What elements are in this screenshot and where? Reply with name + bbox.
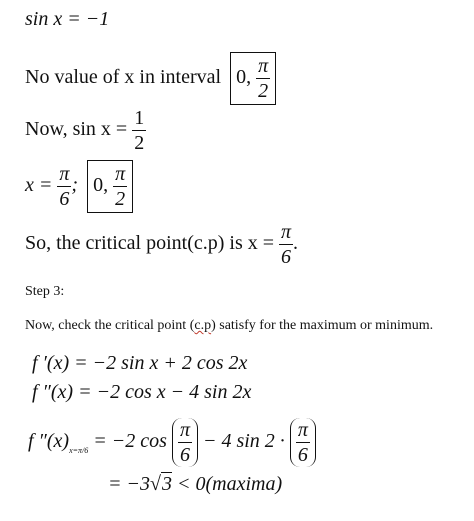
paren-pi-over-6	[172, 418, 198, 467]
fraction-pi-over-2-b: $\frac{\pi}{2}$	[115, 163, 126, 210]
second-derivative-at-cp	[28, 418, 316, 467]
no-value-statement	[25, 52, 276, 105]
fraction-pi-over-6-c: $\frac{\pi}{6}$	[179, 419, 190, 466]
fraction-pi-over-2: $\frac{\pi}{2}$	[258, 55, 269, 102]
critical-point-text: So, the critical point(c.p) is x =	[25, 232, 275, 255]
semicolon: ;	[71, 174, 79, 197]
paren-pi-over-6-b	[290, 418, 316, 467]
equation-sinx-neg1: sin x = −1	[25, 8, 110, 30]
sqrt-3: 3	[161, 473, 172, 495]
check-critical-point-text	[25, 318, 433, 334]
check-suffix: ) satisfy for the maximum or minimum.	[211, 318, 434, 333]
fraction-one-half: $\frac{1}{2}$	[134, 107, 145, 154]
f3-mid2: − 4 sin 2 ·	[202, 430, 285, 453]
result-b: < 0(maxima)	[176, 473, 283, 495]
second-derivative: f ″(x) = −2 cos x − 4 sin 2x	[32, 381, 252, 403]
period: .	[293, 232, 299, 255]
result-a: = −3	[108, 473, 150, 495]
interval-left-2: 0,	[93, 174, 109, 197]
critical-point-statement	[25, 222, 298, 267]
f3-subscript: x=π/6	[69, 446, 89, 456]
now-sinx-half	[25, 108, 146, 153]
no-value-text: No value of x in interval	[25, 66, 222, 89]
interval-left: 0,	[236, 66, 252, 89]
fraction-pi-over-6-cp: $\frac{\pi}{6}$	[281, 221, 292, 268]
check-cp: c.p	[194, 318, 212, 333]
f3-mid: = −2 cos	[93, 430, 167, 453]
first-derivative: f ′(x) = −2 sin x + 2 cos 2x	[32, 352, 248, 374]
step-3-label: Step 3:	[25, 284, 65, 299]
fraction-pi-over-6-d: $\frac{\pi}{6}$	[297, 419, 308, 466]
check-prefix: Now, check the critical point (	[25, 318, 195, 333]
interval-bracket	[230, 52, 276, 105]
interval-bracket-2	[87, 160, 133, 213]
x-lhs: x =	[25, 174, 53, 197]
f3-lhs: f ″(x)	[28, 430, 70, 453]
x-equals-pi-over-6	[25, 160, 133, 213]
now-sinx-lhs: Now, sin x =	[25, 118, 128, 141]
result-maxima: = −3√3 < 0(maxima)	[108, 473, 283, 495]
fraction-pi-over-6: $\frac{\pi}{6}$	[59, 163, 70, 210]
